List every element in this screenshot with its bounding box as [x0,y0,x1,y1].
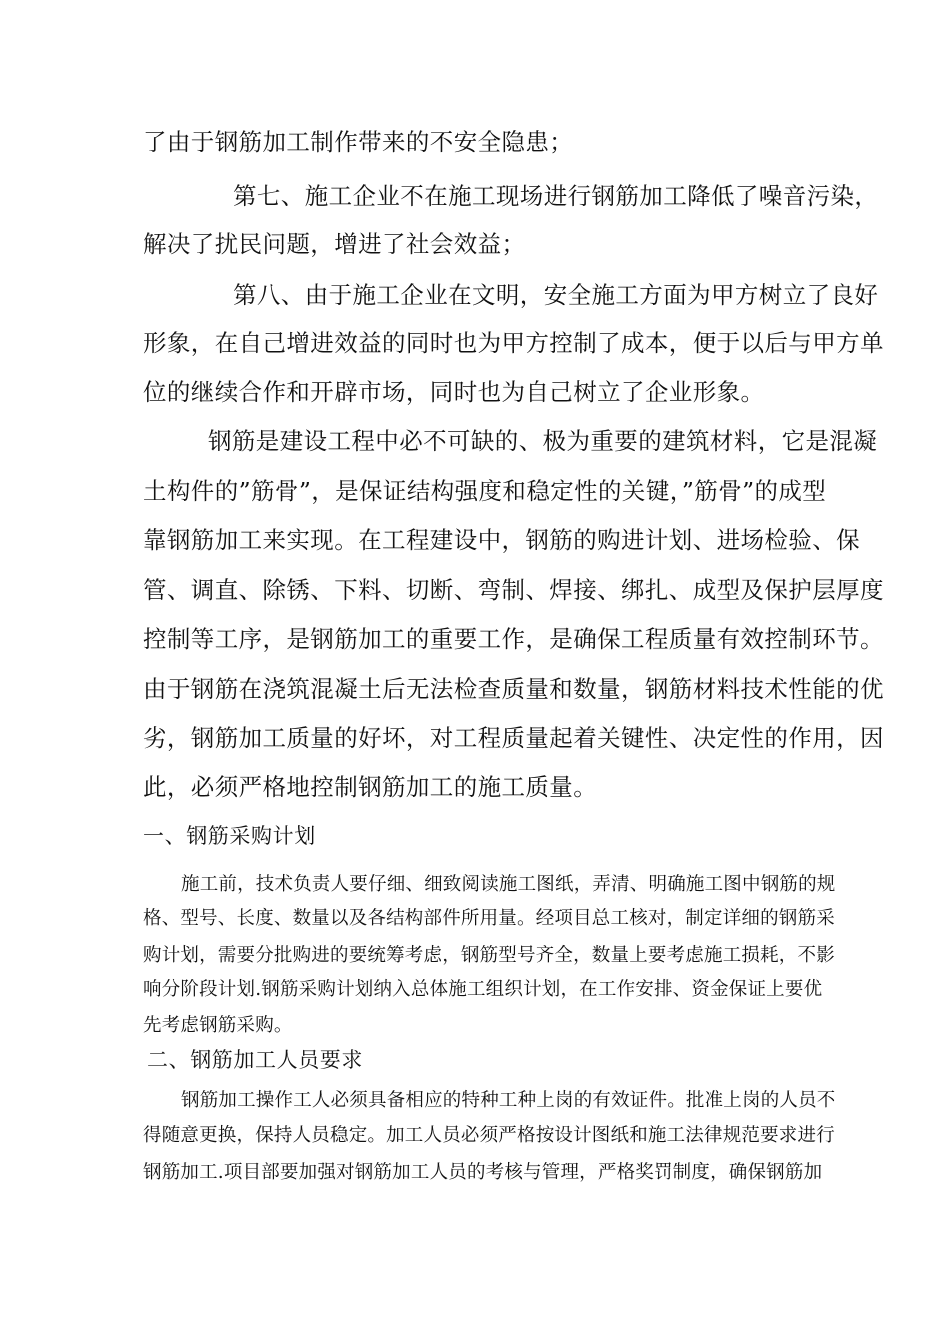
text-line: 得随意更换，保持人员稳定。加工人员必须严格按设计图纸和施工法律规范要求进行 [143,1125,835,1146]
text-line: 控制等工序，是钢筋加工的重要工作，是确保工程质量有效控制环节。 [143,625,884,653]
text-line: 施工前，技术负责人要仔细、细致阅读施工图纸，弄清、明确施工图中钢筋的规 [181,874,836,895]
text-line: 靠钢筋加工来实现。在工程建设中，钢筋的购进计划、进场检验、保 [143,526,860,554]
text-line: 管、调直、除锈、下料、切断、弯制、焊接、绑扎、成型及保护层厚度 [143,576,884,604]
section-heading: 二、钢筋加工人员要求 [147,1048,363,1072]
text-line: 响分阶段计划.钢筋采购计划纳入总体施工组织计划，在工作安排、资金保证上要优 [143,979,823,1000]
text-line: 此，必须严格地控制钢筋加工的施工质量。 [143,773,598,801]
text-line: 由于钢筋在浇筑混凝土后无法检查质量和数量，钢筋材料技术性能的优 [143,675,884,703]
text-line: 钢筋加工操作工人必须具备相应的特种工种上岗的有效证件。批准上岗的人员不 [181,1090,836,1111]
text-line: 钢筋加工.项目部要加强对钢筋加工人员的考核与管理，严格奖罚制度，确保钢筋加 [143,1162,823,1183]
text-line: 格、型号、长度、数量以及各结构部件所用量。经项目总工核对，制定详细的钢筋采 [143,908,835,929]
text-line: 形象，在自己增进效益的同时也为甲方控制了成本，便于以后与甲方单 [143,329,884,357]
text-line: 土构件的”筋骨”，是保证结构强度和稳定性的关键，”筋骨”的成型 [143,477,827,505]
text-line: 购计划，需要分批购进的要统筹考虑，钢筋型号齐全，数量上要考虑施工损耗，不影 [143,945,835,966]
section-heading: 一、钢筋采购计划 [143,824,316,848]
text-line: 位的继续合作和开辟市场，同时也为自己树立了企业形象。 [143,378,765,406]
text-line: 第八、由于施工企业在文明，安全施工方面为甲方树立了良好 [233,281,879,309]
text-line: 了由于钢筋加工制作带来的不安全隐患； [143,128,574,156]
text-line: 解决了扰民问题，增进了社会效益； [143,230,526,258]
text-line: 劣，钢筋加工质量的好坏，对工程质量起着关键性、决定性的作用，因 [143,724,884,752]
text-line: 钢筋是建设工程中必不可缺的、极为重要的建筑材料，它是混凝 [208,427,878,455]
text-line: 第七、施工企业不在施工现场进行钢筋加工降低了噪音污染， [233,182,879,210]
text-line: 先考虑钢筋采购。 [143,1015,293,1036]
